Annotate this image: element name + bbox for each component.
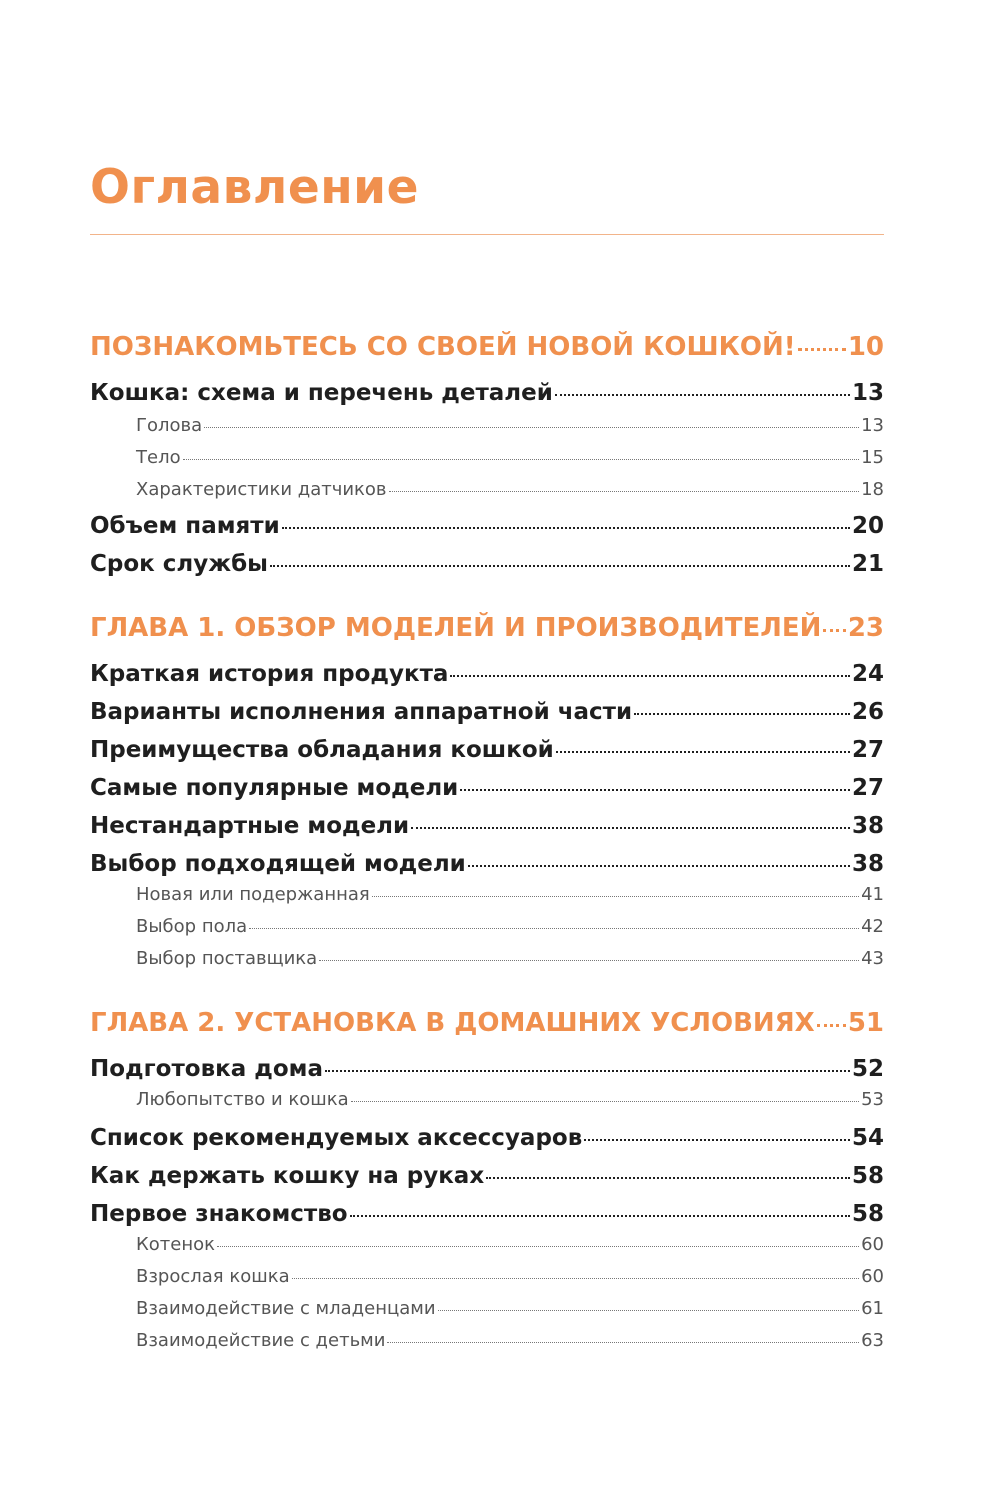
- toc-entry-title: Срок службы: [90, 551, 268, 577]
- title-divider: [90, 234, 884, 235]
- toc-page-number: 58: [851, 1201, 884, 1227]
- toc-entry-title: ПОЗНАКОМЬТЕСЬ СО СВОЕЙ НОВОЙ КОШКОЙ!: [90, 332, 796, 362]
- toc-section-entry[interactable]: [90, 661, 884, 687]
- dot-leader: [217, 1246, 859, 1247]
- dot-leader: [817, 1024, 846, 1027]
- toc-entry-title: Выбор поставщика: [136, 948, 318, 969]
- toc-sub-entry[interactable]: [136, 447, 884, 468]
- toc-page-number: 27: [851, 737, 884, 763]
- toc-section-entry[interactable]: [90, 813, 884, 839]
- dot-leader: [204, 427, 859, 428]
- toc-section-entry[interactable]: [90, 851, 884, 877]
- toc-entry-title: Преимущества обладания кошкой: [90, 737, 554, 763]
- toc-entry-title: Объем памяти: [90, 513, 280, 539]
- toc-page-number: 20: [851, 513, 884, 539]
- toc-chapter-entry[interactable]: [90, 1008, 884, 1038]
- toc-section-entry[interactable]: [90, 1163, 884, 1189]
- toc-section-entry[interactable]: [90, 380, 884, 406]
- toc-entry-title: Взаимодействие с детьми: [136, 1330, 386, 1351]
- toc-page-number: 27: [851, 775, 884, 801]
- toc-page-number: 60: [861, 1266, 884, 1287]
- toc-section-entry[interactable]: [90, 551, 884, 577]
- toc-section-entry[interactable]: [90, 513, 884, 539]
- toc-entry-title: Любопытство и кошка: [136, 1089, 349, 1110]
- toc-section-entry[interactable]: [90, 1201, 884, 1227]
- dot-leader: [438, 1310, 860, 1311]
- toc-page-number: 13: [851, 380, 884, 406]
- toc-page-number: 60: [861, 1234, 884, 1255]
- dot-leader: [282, 527, 850, 529]
- dot-leader: [460, 789, 850, 791]
- toc-sub-entry[interactable]: [136, 415, 884, 436]
- toc-sub-entry[interactable]: [136, 1298, 884, 1319]
- toc-sub-entry[interactable]: [136, 948, 884, 969]
- toc-entry-title: Взрослая кошка: [136, 1266, 290, 1287]
- toc-section-entry[interactable]: [90, 699, 884, 725]
- toc-entry-title: Выбор пола: [136, 916, 248, 937]
- dot-leader: [387, 1342, 859, 1343]
- toc-entry-title: Список рекомендуемых аксессуаров: [90, 1125, 583, 1151]
- dot-leader: [584, 1139, 850, 1141]
- toc-entry-title: Нестандартные модели: [90, 813, 410, 839]
- toc-page-number: 13: [861, 415, 884, 436]
- toc-page-number: 24: [851, 661, 884, 687]
- dot-leader: [468, 865, 850, 867]
- dot-leader: [183, 459, 860, 460]
- toc-entry-title: Как держать кошку на руках: [90, 1163, 485, 1189]
- toc-page-number: 15: [861, 447, 884, 468]
- toc-page-number: 58: [851, 1163, 884, 1189]
- dot-leader: [270, 565, 850, 567]
- toc-entry-title: Варианты исполнения аппаратной части: [90, 699, 633, 725]
- toc-entry-title: ГЛАВА 2. УСТАНОВКА В ДОМАШНИХ УСЛОВИЯХ: [90, 1008, 815, 1038]
- toc-page-number: 52: [851, 1056, 884, 1082]
- toc-sub-entry[interactable]: [136, 1234, 884, 1255]
- toc-page-number: 26: [851, 699, 884, 725]
- toc-page-number: 43: [861, 948, 884, 969]
- toc-section-entry[interactable]: [90, 1125, 884, 1151]
- dot-leader: [798, 348, 846, 351]
- toc-sub-entry[interactable]: [136, 479, 884, 500]
- toc-page-number: 51: [847, 1008, 884, 1038]
- toc-entry-title: Первое знакомство: [90, 1201, 348, 1227]
- dot-leader: [350, 1215, 850, 1217]
- toc-entry-title: Котенок: [136, 1234, 216, 1255]
- toc-page-number: 53: [861, 1089, 884, 1110]
- toc-page-number: 41: [861, 884, 884, 905]
- page-title: Оглавление: [90, 160, 419, 215]
- dot-leader: [634, 713, 850, 715]
- dot-leader: [372, 896, 859, 897]
- toc-entry-title: Голова: [136, 415, 203, 436]
- dot-leader: [325, 1070, 850, 1072]
- toc-sub-entry[interactable]: [136, 884, 884, 905]
- toc-sub-entry[interactable]: [136, 1330, 884, 1351]
- toc-entry-title: ГЛАВА 1. ОБЗОР МОДЕЛЕЙ И ПРОИЗВОДИТЕЛЕЙ: [90, 613, 822, 643]
- toc-page-number: 18: [861, 479, 884, 500]
- dot-leader: [292, 1278, 859, 1279]
- toc-page-number: 54: [851, 1125, 884, 1151]
- dot-leader: [556, 751, 850, 753]
- toc-entry-title: Самые популярные модели: [90, 775, 459, 801]
- dot-leader: [389, 491, 860, 492]
- toc-entry-title: Новая или подержанная: [136, 884, 370, 905]
- dot-leader: [411, 827, 850, 829]
- dot-leader: [823, 629, 845, 632]
- toc-section-entry[interactable]: [90, 737, 884, 763]
- toc-page-number: 61: [861, 1298, 884, 1319]
- toc-entry-title: Тело: [136, 447, 181, 468]
- toc-entry-title: Выбор подходящей модели: [90, 851, 466, 877]
- toc-entry-title: Подготовка дома: [90, 1056, 323, 1082]
- dot-leader: [249, 928, 859, 929]
- toc-entry-title: Характеристики датчиков: [136, 479, 387, 500]
- toc-page-number: 21: [851, 551, 884, 577]
- toc-chapter-entry[interactable]: [90, 613, 884, 643]
- toc-section-entry[interactable]: [90, 775, 884, 801]
- toc-page-number: 10: [847, 332, 884, 362]
- toc-chapter-entry[interactable]: [90, 332, 884, 362]
- dot-leader: [555, 394, 850, 396]
- dot-leader: [450, 675, 850, 677]
- toc-page-number: 38: [851, 851, 884, 877]
- toc-sub-entry[interactable]: [136, 1266, 884, 1287]
- toc-sub-entry[interactable]: [136, 1089, 884, 1110]
- toc-entry-title: Кошка: схема и перечень деталей: [90, 380, 553, 406]
- dot-leader: [319, 960, 859, 961]
- toc-page-number: 23: [847, 613, 884, 643]
- toc-page-number: 38: [851, 813, 884, 839]
- dot-leader: [486, 1177, 850, 1179]
- dot-leader: [351, 1101, 859, 1102]
- toc-page-number: 63: [861, 1330, 884, 1351]
- toc-entry-title: Краткая история продукта: [90, 661, 449, 687]
- toc-section-entry[interactable]: [90, 1056, 884, 1082]
- toc-sub-entry[interactable]: [136, 916, 884, 937]
- toc-page-number: 42: [861, 916, 884, 937]
- toc-entry-title: Взаимодействие с младенцами: [136, 1298, 436, 1319]
